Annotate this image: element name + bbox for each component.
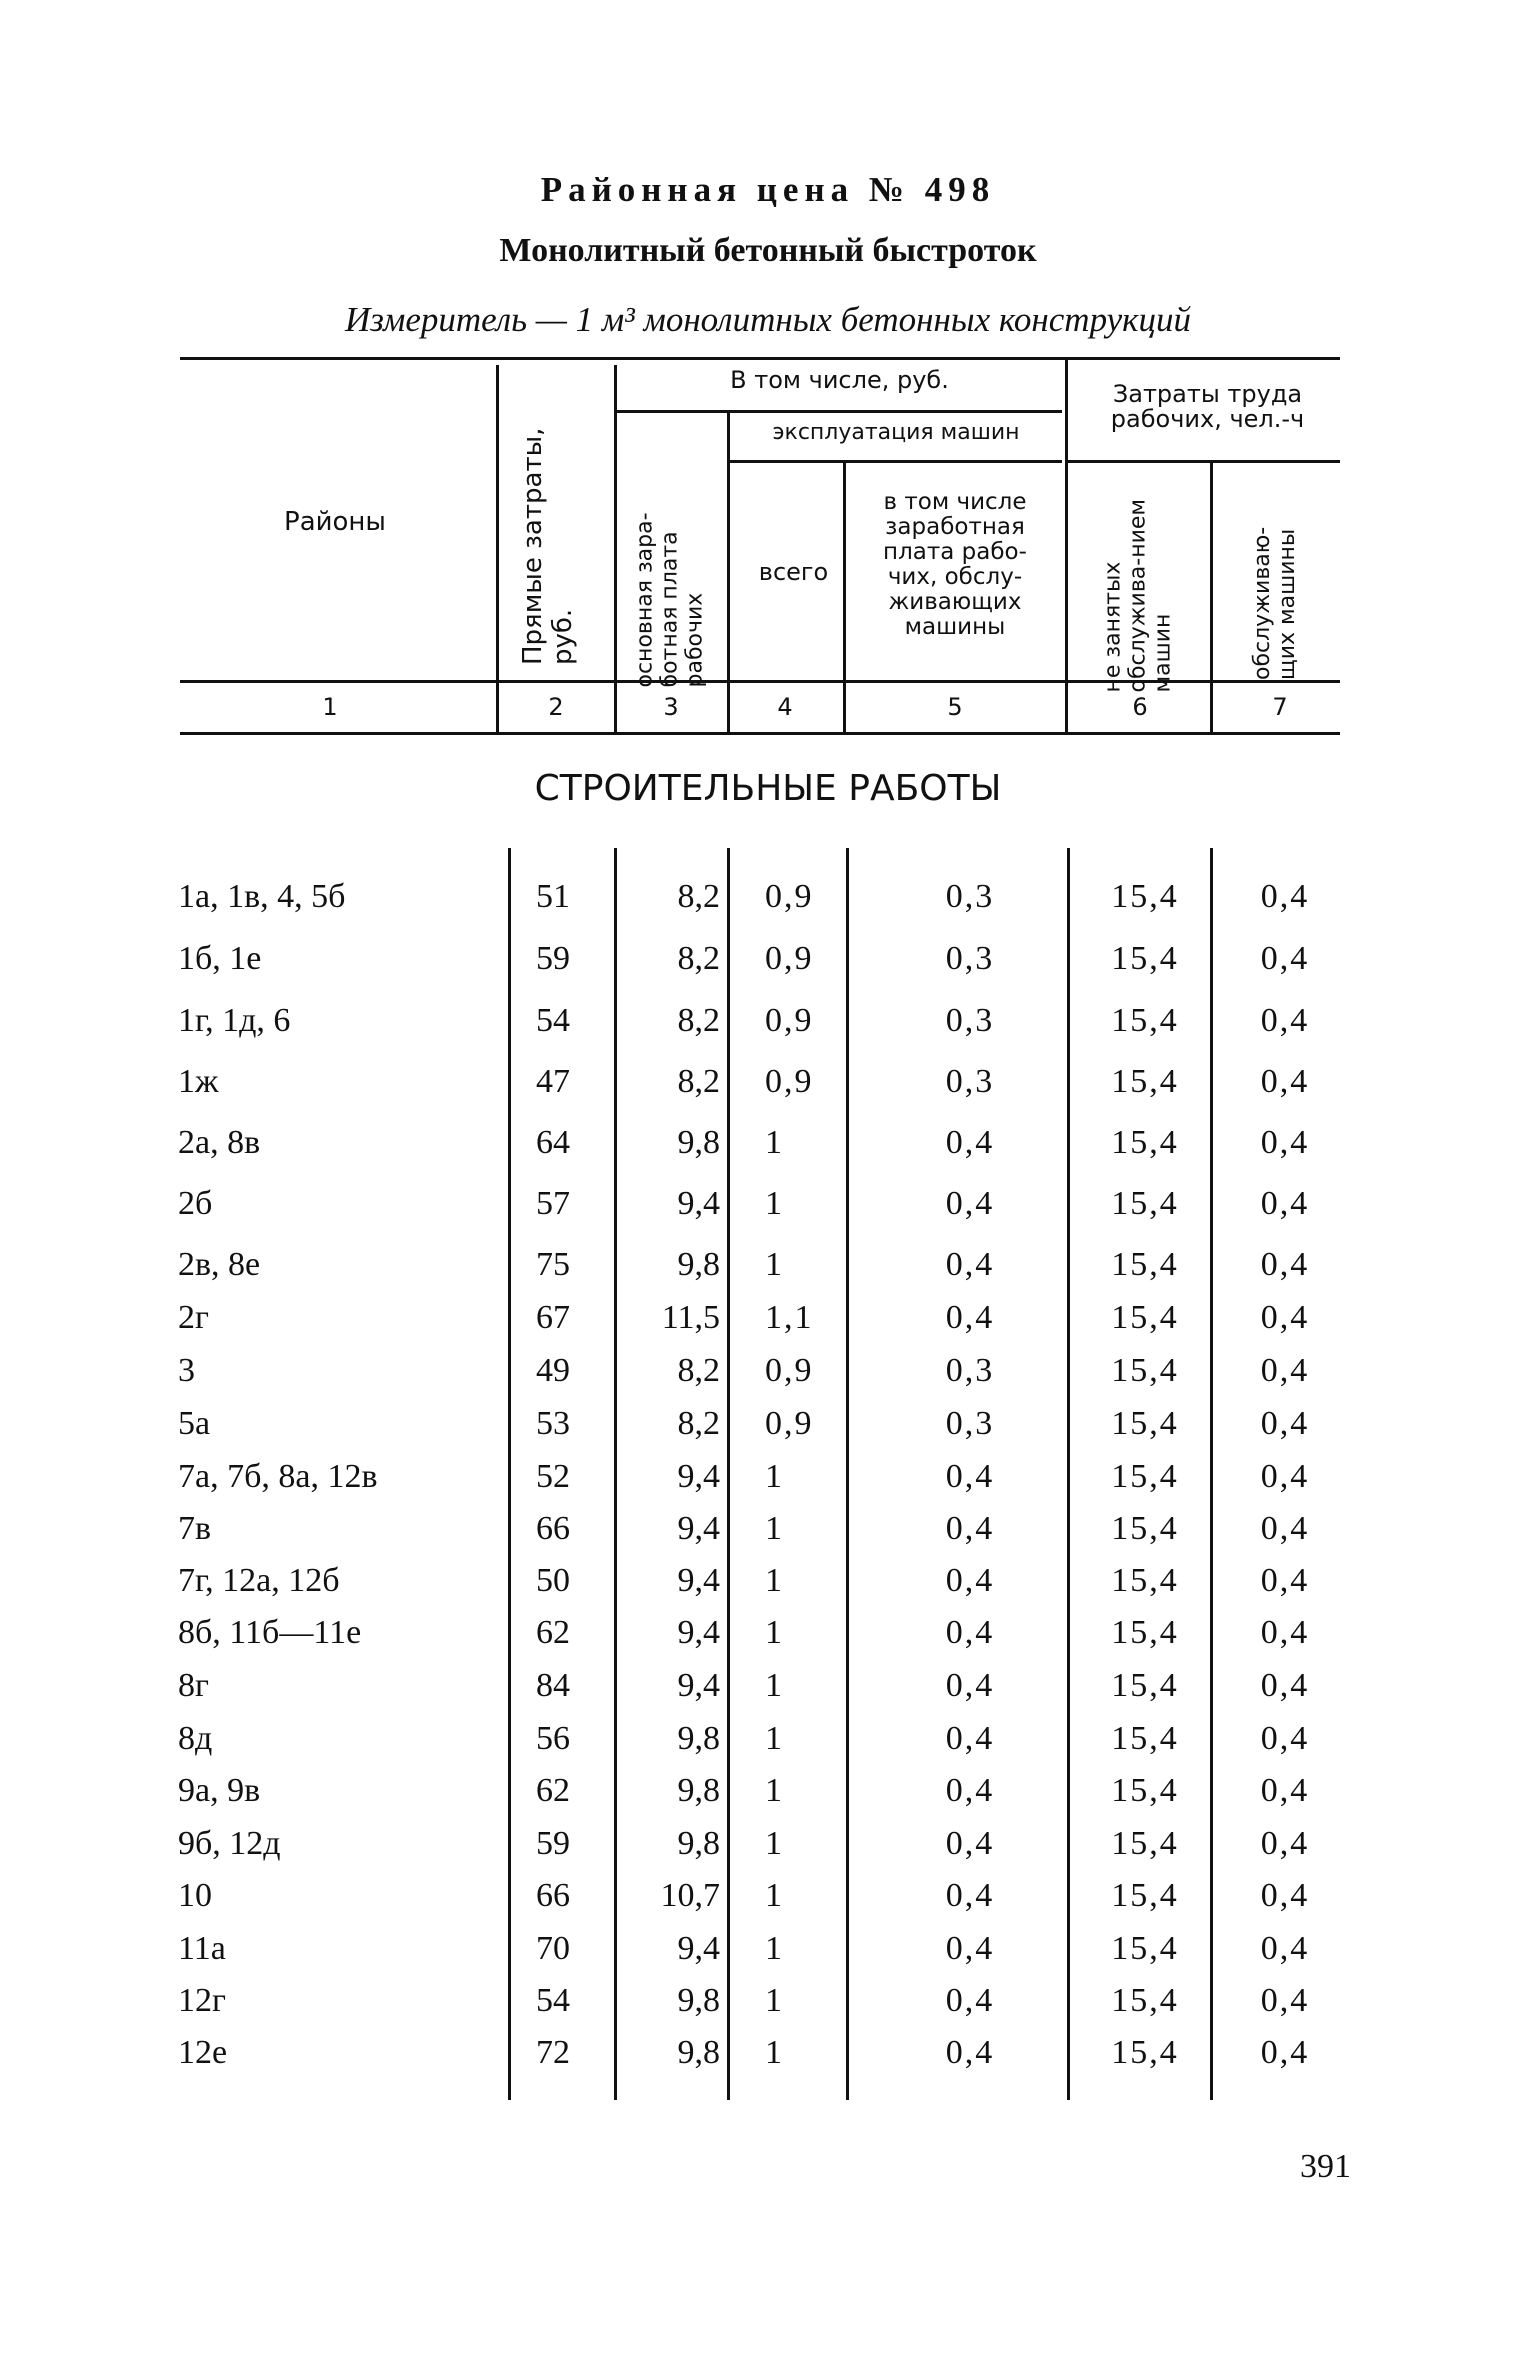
direct-costs-cell: 51 [536,878,570,915]
labor-other-cell: 15,4 [1111,1772,1179,1809]
machines-total-cell: 0,9 [765,940,814,977]
machines-wage-cell: 0,4 [945,1720,995,1757]
machines-wage-cell: 0,4 [945,1458,995,1495]
machines-wage-cell: 0,4 [945,1124,995,1161]
machines-wage-cell: 0,3 [945,940,995,977]
table-row [0,1352,1536,1402]
column-number: 1 [322,693,338,721]
table-row [0,1562,1536,1612]
direct-costs-cell: 56 [536,1720,570,1757]
header-divider [1210,460,1213,732]
column-number: 7 [1272,693,1288,721]
direct-costs-cell: 70 [536,1930,570,1967]
direct-costs-cell: 75 [536,1246,570,1283]
header-labor-not-machines: не занятых обслужива-нием машин [1100,498,1176,693]
district-cell: 1б, 1е [178,940,262,977]
machines-wage-cell: 0,4 [945,1185,995,1222]
base-wage-cell: 9,4 [677,1930,720,1967]
direct-costs-cell: 54 [536,1982,570,2019]
labor-machines-cell: 0,4 [1260,1930,1310,1967]
header-base-wage: основная зара-ботная плата рабочих [632,512,708,688]
section-heading: СТРОИТЕЛЬНЫЕ РАБОТЫ [534,768,1002,809]
labor-machines-cell: 0,4 [1260,1063,1310,1100]
base-wage-cell: 8,2 [677,1405,720,1442]
labor-machines-cell: 0,4 [1260,2034,1310,2071]
labor-other-cell: 15,4 [1111,1185,1179,1222]
labor-other-cell: 15,4 [1111,1405,1179,1442]
base-wage-cell: 8,2 [677,1352,720,1389]
machines-wage-cell: 0,3 [945,1405,995,1442]
district-cell: 1ж [178,1063,219,1100]
direct-costs-cell: 72 [536,2034,570,2071]
machines-wage-cell: 0,4 [945,1299,995,1336]
base-wage-cell: 9,8 [677,1982,720,2019]
labor-machines-cell: 0,4 [1260,1562,1310,1599]
labor-machines-cell: 0,4 [1260,1405,1310,1442]
district-cell: 8д [178,1720,213,1757]
base-wage-cell: 8,2 [677,1063,720,1100]
machines-total-cell: 1 [765,1246,784,1283]
table-row [0,1185,1536,1235]
district-cell: 8г [178,1667,209,1704]
labor-machines-cell: 0,4 [1260,1124,1310,1161]
labor-machines-cell: 0,4 [1260,1772,1310,1809]
direct-costs-cell: 66 [536,1877,570,1914]
column-number: 6 [1132,693,1148,721]
machines-total-cell: 1 [765,1772,784,1809]
machines-total-cell: 0,9 [765,1352,814,1389]
machines-wage-cell: 0,3 [945,878,995,915]
direct-costs-cell: 66 [536,1510,570,1547]
direct-costs-cell: 52 [536,1458,570,1495]
machines-total-cell: 1 [765,1562,784,1599]
table-row [0,1063,1536,1113]
machines-total-cell: 1 [765,1982,784,2019]
labor-other-cell: 15,4 [1111,1299,1179,1336]
machines-total-cell: 1,1 [765,1299,814,1336]
labor-other-cell: 15,4 [1111,1720,1179,1757]
labor-other-cell: 15,4 [1111,2034,1179,2071]
district-cell: 12г [178,1982,226,2019]
district-cell: 2б [178,1185,213,1222]
labor-other-cell: 15,4 [1111,1458,1179,1495]
header-divider [496,365,499,732]
table-row [0,1124,1536,1174]
table-row [0,1405,1536,1455]
header-divider [727,410,730,732]
base-wage-cell: 9,8 [677,1825,720,1862]
district-cell: 7в [178,1510,212,1547]
machines-wage-cell: 0,4 [945,1930,995,1967]
base-wage-cell: 9,8 [677,1124,720,1161]
table-row [0,1299,1536,1349]
labor-machines-cell: 0,4 [1260,940,1310,977]
labor-other-cell: 15,4 [1111,1982,1179,2019]
direct-costs-cell: 64 [536,1124,570,1161]
machines-total-cell: 0,9 [765,1002,814,1039]
machines-wage-cell: 0,4 [945,1667,995,1704]
machines-total-cell: 1 [765,1185,784,1222]
page-number: 391 [1300,2148,1351,2185]
header-rayony: Районы [284,507,386,537]
table-row [0,1614,1536,1664]
labor-other-cell: 15,4 [1111,1002,1179,1039]
direct-costs-cell: 62 [536,1614,570,1651]
base-wage-cell: 9,8 [677,1772,720,1809]
header-group-machines: эксплуатация машин [772,420,1020,445]
base-wage-cell: 9,4 [677,1667,720,1704]
direct-costs-cell: 84 [536,1667,570,1704]
direct-costs-cell: 59 [536,1825,570,1862]
machines-total-cell: 1 [765,1877,784,1914]
column-number: 3 [663,693,679,721]
table-row [0,1667,1536,1717]
machines-wage-cell: 0,4 [945,1982,995,2019]
labor-other-cell: 15,4 [1111,878,1179,915]
labor-other-cell: 15,4 [1111,1877,1179,1914]
direct-costs-cell: 67 [536,1299,570,1336]
header-divider [1065,360,1068,732]
table-row [0,1002,1536,1052]
machines-wage-cell: 0,3 [945,1352,995,1389]
machines-total-cell: 1 [765,1667,784,1704]
header-divider [614,365,617,732]
machines-total-cell: 1 [765,1510,784,1547]
direct-costs-cell: 54 [536,1002,570,1039]
labor-other-cell: 15,4 [1111,1063,1179,1100]
labor-machines-cell: 0,4 [1260,1877,1310,1914]
machines-total-cell: 1 [765,2034,784,2071]
machines-wage-cell: 0,4 [945,2034,995,2071]
column-number: 4 [777,693,793,721]
machines-total-cell: 1 [765,1614,784,1651]
base-wage-cell: 9,4 [677,1562,720,1599]
header-direct-costs: Прямые затраты, руб. [518,427,578,665]
district-cell: 2г [178,1299,209,1336]
table-row [0,1246,1536,1296]
header-machines-total: всего [758,558,829,586]
table-row [0,1720,1536,1770]
machines-total-cell: 1 [765,1825,784,1862]
machines-total-cell: 0,9 [765,878,814,915]
group-labor-rule [1068,460,1340,463]
labor-machines-cell: 0,4 [1260,1510,1310,1547]
direct-costs-cell: 57 [536,1185,570,1222]
labor-machines-cell: 0,4 [1260,1720,1310,1757]
labor-machines-cell: 0,4 [1260,1667,1310,1704]
district-cell: 7а, 7б, 8а, 12в [178,1458,378,1495]
district-cell: 3 [178,1352,195,1389]
labor-other-cell: 15,4 [1111,1667,1179,1704]
labor-machines-cell: 0,4 [1260,1246,1310,1283]
table-row [0,1930,1536,1980]
base-wage-cell: 9,4 [677,1458,720,1495]
machines-total-cell: 1 [765,1930,784,1967]
table-row [0,1772,1536,1822]
header-machines-wage: в том числе заработная плата рабо-чих, обслу-живающих машины [883,489,1027,640]
machines-wage-cell: 0,4 [945,1877,995,1914]
machines-wage-cell: 0,3 [945,1063,995,1100]
page-title: Районная цена № 498 [540,170,996,209]
machines-wage-cell: 0,4 [945,1562,995,1599]
district-cell: 2в, 8е [178,1246,261,1283]
labor-other-cell: 15,4 [1111,1930,1179,1967]
labor-other-cell: 15,4 [1111,1614,1179,1651]
district-cell: 8б, 11б—11е [178,1614,362,1651]
district-cell: 2а, 8в [178,1124,261,1161]
base-wage-cell: 9,8 [677,1246,720,1283]
labor-other-cell: 15,4 [1111,1562,1179,1599]
machines-wage-cell: 0,4 [945,1246,995,1283]
district-cell: 1а, 1в, 4, 5б [178,878,346,915]
district-cell: 11а [178,1930,226,1967]
labor-other-cell: 15,4 [1111,1352,1179,1389]
base-wage-cell: 11,5 [661,1299,720,1336]
district-cell: 1г, 1д, 6 [178,1002,291,1039]
base-wage-cell: 9,8 [677,2034,720,2071]
machines-wage-cell: 0,4 [945,1825,995,1862]
base-wage-cell: 8,2 [677,940,720,977]
labor-machines-cell: 0,4 [1260,1614,1310,1651]
measure-unit: Измеритель — 1 м³ монолитных бетонных конструкций [344,300,1192,339]
direct-costs-cell: 50 [536,1562,570,1599]
table-row [0,2034,1536,2084]
colnum-bottom-rule [180,732,1340,735]
machines-wage-cell: 0,4 [945,1614,995,1651]
labor-machines-cell: 0,4 [1260,1185,1310,1222]
machines-wage-cell: 0,4 [945,1510,995,1547]
table-row [0,940,1536,990]
header-group-labor: Затраты труда рабочих, чел.-ч [1110,380,1305,433]
table-row [0,1458,1536,1508]
machines-total-cell: 0,9 [765,1063,814,1100]
machines-total-cell: 1 [765,1720,784,1757]
group-incl-rule [617,410,1062,413]
base-wage-cell: 9,4 [677,1185,720,1222]
district-cell: 10 [178,1877,212,1914]
table-row [0,878,1536,928]
table-row [0,1982,1536,2032]
base-wage-cell: 9,4 [677,1614,720,1651]
labor-machines-cell: 0,4 [1260,1352,1310,1389]
labor-machines-cell: 0,4 [1260,1002,1310,1039]
machines-total-cell: 1 [765,1458,784,1495]
labor-other-cell: 15,4 [1111,1825,1179,1862]
district-cell: 9б, 12д [178,1825,281,1862]
district-cell: 7г, 12а, 12б [178,1562,340,1599]
base-wage-cell: 9,4 [677,1510,720,1547]
header-labor-machines: обслуживаю-щих машины [1250,526,1300,680]
direct-costs-cell: 62 [536,1772,570,1809]
labor-other-cell: 15,4 [1111,1124,1179,1161]
table-row [0,1877,1536,1927]
direct-costs-cell: 49 [536,1352,570,1389]
machines-total-cell: 1 [765,1124,784,1161]
direct-costs-cell: 53 [536,1405,570,1442]
column-number: 5 [947,693,963,721]
direct-costs-cell: 59 [536,940,570,977]
district-cell: 12е [178,2034,228,2071]
machines-wage-cell: 0,4 [945,1772,995,1809]
labor-other-cell: 15,4 [1111,1246,1179,1283]
header-group-incl: В том числе, руб. [730,366,949,394]
district-cell: 9а, 9в [178,1772,261,1809]
labor-machines-cell: 0,4 [1260,1299,1310,1336]
labor-other-cell: 15,4 [1111,940,1179,977]
labor-machines-cell: 0,4 [1260,1458,1310,1495]
base-wage-cell: 9,8 [677,1720,720,1757]
column-number: 2 [548,693,564,721]
machines-total-cell: 0,9 [765,1405,814,1442]
labor-machines-cell: 0,4 [1260,1982,1310,2019]
labor-other-cell: 15,4 [1111,1510,1179,1547]
header-divider [843,460,846,732]
labor-machines-cell: 0,4 [1260,1825,1310,1862]
district-cell: 5а [178,1405,211,1442]
table-row [0,1825,1536,1875]
labor-machines-cell: 0,4 [1260,878,1310,915]
machines-wage-cell: 0,3 [945,1002,995,1039]
page-subtitle: Монолитный бетонный быстроток [499,232,1037,269]
base-wage-cell: 8,2 [677,1002,720,1039]
table-row [0,1510,1536,1560]
direct-costs-cell: 47 [536,1063,570,1100]
base-wage-cell: 8,2 [677,878,720,915]
base-wage-cell: 10,7 [660,1877,720,1914]
table-top-rule [180,357,1340,360]
group-machines-rule [730,460,1062,463]
